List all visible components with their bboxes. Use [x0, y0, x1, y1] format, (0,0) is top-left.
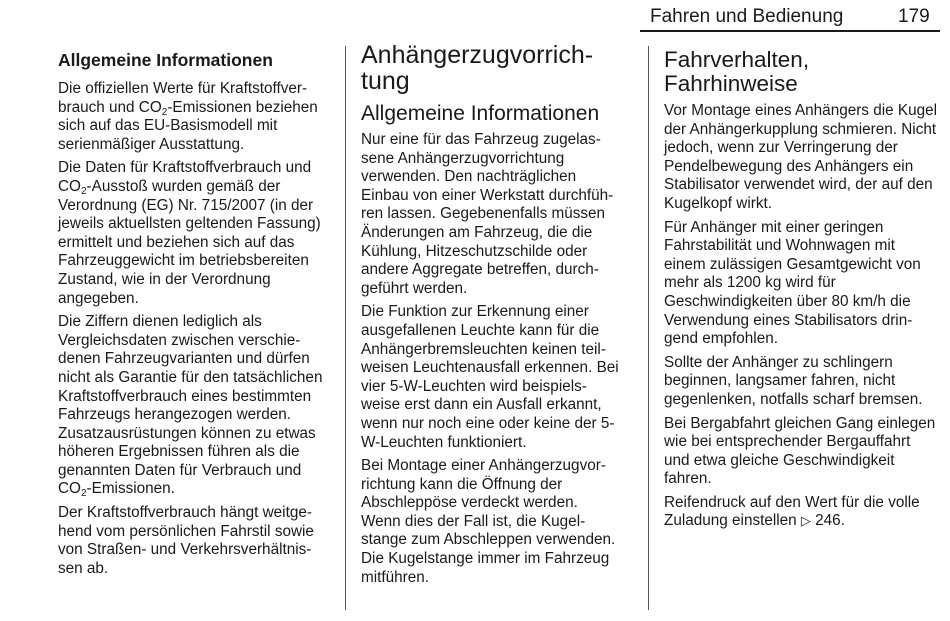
- paragraph: Reifendruck auf den Wert für die volle Zuladung einstellen ▷ 246.: [664, 493, 920, 530]
- paragraph: Für Anhänger mit einer geringen Fahrstabilität und Wohnwagen mit einem zulässigen Gesamtgewicht von mehr als 1200 kg wird für Geschwindigkeiten über 80 km/h die Verwendung eines Stabilisators dringend empfohlen.: [664, 218, 921, 348]
- paragraph: Die Ziffern dienen lediglich als Vergleichsdaten zwischen verschiedenen Fahrzeugvarianten und dürfen nicht als Garantie für den tatsächlichen Kraftstoffverbrauch eines bestimmten Fahrzeugs herangezogen werden. Zusatzausrüstungen können zu etwas höheren Ergebnissen führen als die genannten Daten für Verbrauch und $CO_2$-Emissionen.: [58, 313, 323, 500]
- paragraph: Sollte der Anhänger zu schlingern beginnen, langsamer fahren, nicht gegenlenken, notfalls scharf bremsen.: [664, 353, 923, 408]
- page-header: [0, 0, 950, 34]
- paragraph: Vor Montage eines Anhängers die Kugel der Anhängerkupplung schmieren. Nicht jedoch, wenn zur Verringerung der Pendelbewegung des Anhängers ein Stabilisator verwendet wird, der auf den Kugelkopf wirkt.: [664, 102, 937, 212]
- section-title: Fahren und Bedienung: [650, 6, 844, 27]
- paragraph: Der Kraftstoffverbrauch hängt weitgehend vom persönlichen Fahrstil sowie von Straßen- und Verkehrsverhältnissen ab.: [58, 504, 314, 577]
- header-rule: [640, 30, 940, 32]
- title-driving-behaviour: Fahrverhalten, Fahrhinweise: [664, 47, 810, 96]
- column-divider: [648, 46, 649, 610]
- column-left: [58, 42, 330, 583]
- paragraph: Die offiziellen Werte für Kraftstoffverbrauch und $CO_2$-Emissionen beziehen sich auf das EU-Basismodell mit serienmäßiger Ausstattung.: [58, 80, 318, 153]
- subtitle-general-info: Allgemeine Informationen: [361, 102, 600, 125]
- paragraph: Die Funktion zur Erkennung einer ausgefallenen Leuchte kann für die Anhängerbremsleuchten keinen teilweisen Leuchtenausfall erkennen. Bei vier 5-W-Leuchten wird beispielsweise erst dann ein Ausfall erkannt, wenn nur noch eine oder keine der 5-W-Leuchten funktioniert.: [361, 303, 619, 451]
- title-trailer-hitch: Anhängerzugvorrichtung: [361, 41, 594, 95]
- page-number: 179: [898, 6, 930, 27]
- heading-general-info: Allgemeine Informationen: [58, 50, 273, 70]
- paragraph: Bei Montage einer Anhängerzugvorrichtung kann die Öffnung der Abschleppöse verdeckt werden. Wenn dies der Fall ist, die Kugelstange zum Abschleppen verwenden. Die Kugelstange immer im Fahrzeug mitführen.: [361, 457, 616, 586]
- column-middle: [361, 42, 619, 592]
- column-right: [664, 42, 940, 536]
- paragraph: Nur eine für das Fahrzeug zugelassene Anhängerzugvorrichtung verwenden. Den nachträglichen Einbau von einer Werkstatt durchführen lassen. Gegebenenfalls müssen Änderungen am Fahrzeug, die die Kühlung, Hitzeschutzschilde oder andere Aggregate betreffen, durchgeführt werden.: [361, 131, 614, 297]
- page-reference-arrow-icon: ▷: [800, 513, 811, 529]
- paragraph: Bei Bergabfahrt gleichen Gang einlegen wie bei entsprechender Bergauffahrt und etwa gleiche Geschwindigkeit fahren.: [664, 414, 936, 488]
- paragraph: Die Daten für Kraftstoffverbrauch und $CO_2$-Ausstoß wurden gemäß der Verordnung (EG) Nr. 715/2007 (in der jeweils aktuellsten geltenden Fassung) ermittelt und beziehen sich auf das Fahrzeuggewicht im betriebsbereiten Zustand, wie in der Verordnung angegeben.: [58, 159, 321, 307]
- column-divider: [345, 46, 346, 610]
- page-reference-link[interactable]: 246.: [815, 512, 845, 530]
